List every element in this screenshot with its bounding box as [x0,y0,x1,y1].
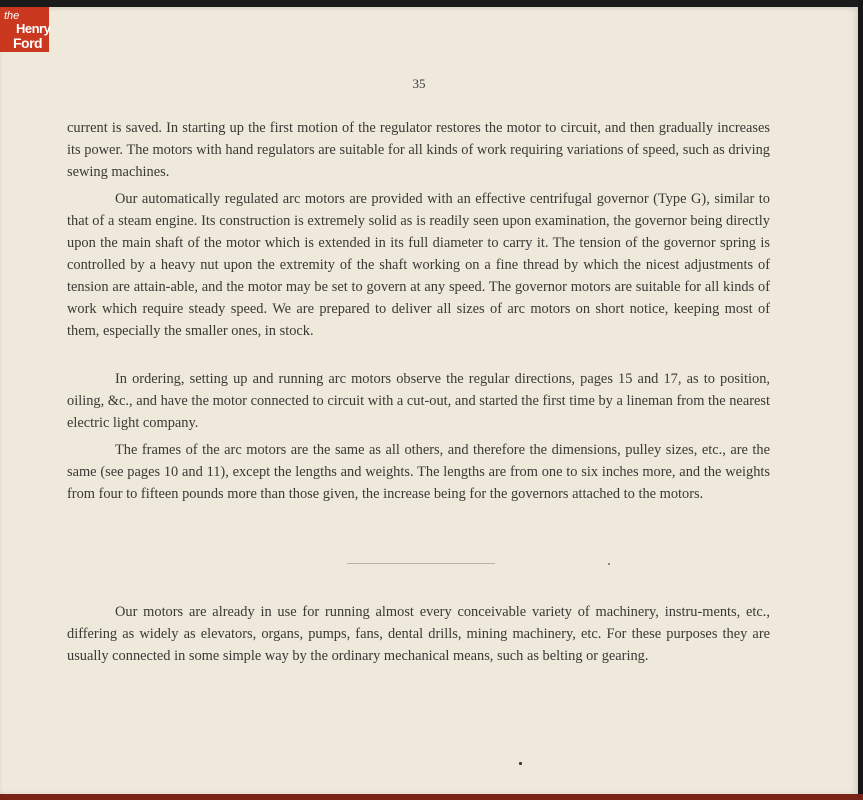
paragraph-ordering: In ordering, setting up and running arc motors observe the regular directions, pages 15 and 17, as to position, oiling, &c., and have the motor connected to circuit with a cut-out, and started the first time by a lineman from the nearest electric light company. [67,371,770,431]
paper-speck [519,762,522,765]
page-right-edge [858,0,863,800]
paragraph-motors-in-use: Our motors are already in use for running almost every conceivable variety of machinery, instru-ments, etc., differing as widely as elevators, organs, pumps, fans, dental drills, mining machinery, etc. For these purposes they are usually connected in some simple way by the ordinary mechanical means, such as belting or gearing. [67,604,770,664]
page-number: 35 [412,76,426,91]
logo-ford-text: Ford [13,35,43,51]
paragraph-governor: Our automatically regulated arc motors are provided with an effective centrifugal governor (Type G), similar to that of a steam engine. Its construction is extremely solid as is readily seen upon examination, the governor being directly upon the main shaft of the motor which is extended in its full diameter to carry it. The tension of the governor spring is controlled by a heavy nut upon the extremity of the shaft working on a fine thread by which the nicest adjustments of tension are attain-able, and the motor may be set to govern at any speed. The governor motors are suitable for all kinds of work which require steady speed. We are prepared to deliver all sizes of arc motors on short notice, keeping most of them, especially the smaller ones, in stock. [67,191,770,339]
paper-speck [608,563,610,565]
logo-the-text: the [4,10,20,22]
paragraph-current-saved: current is saved. In starting up the first motion of the regulator restores the motor to circuit, and then gradually increases its power. The motors with hand regulators are suitable for all kinds of work requiring variations of speed, such as driving sewing machines. [67,120,770,180]
page-bottom-band [0,794,863,800]
paragraph-frames: The frames of the arc motors are the same as all others, and therefore the dimensions, pulley sizes, etc., are the same (see pages 10 and 11), except the lengths and weights. The lengths are from one to six inches more, and the weights from four to fifteen pounds more than those given, the increase being for the governors attached to the motors. [67,442,770,502]
logo-henry-text: Henry [16,21,51,36]
henry-ford-logo [0,7,49,52]
section-divider [347,563,495,564]
